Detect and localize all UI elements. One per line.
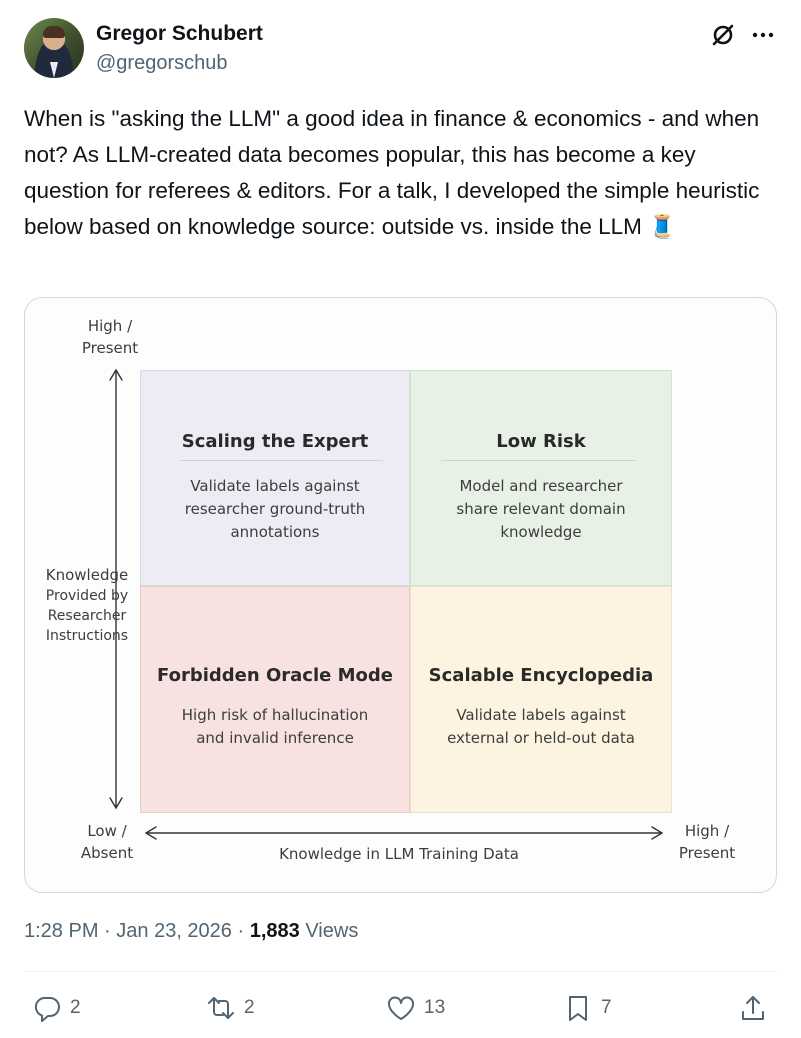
share-icon [738,993,768,1023]
quadrant-desc: external or held-out data [447,729,635,747]
author-handle[interactable]: @gregorschub [96,52,228,74]
retweet-icon [206,993,236,1023]
quadrant-desc: High risk of hallucination [181,706,369,724]
quadrant-title: Scaling the Expert [181,431,369,452]
x-axis-title: Knowledge in LLM Training Data [279,845,519,863]
reply-count: 2 [70,997,81,1018]
quadrant-diagram [25,298,777,893]
quadrant-desc: Model and researcher [459,477,623,495]
quadrant-title: Scalable Encyclopedia [428,665,654,686]
tweet-image[interactable] [24,297,777,893]
quadrant-title: Forbidden Oracle Mode [157,665,393,686]
views-count: 1,883 [249,920,300,942]
bookmark-count: 7 [601,997,612,1018]
divider [24,971,777,972]
retweet-button[interactable] [206,990,255,1026]
bookmark-button[interactable] [563,990,612,1026]
quadrant-desc: share relevant domain [456,500,626,518]
more-icon[interactable] [750,22,776,48]
avatar[interactable] [24,18,84,78]
author-name[interactable]: Gregor Schubert [96,22,263,45]
quadrant-desc: Validate labels against [456,706,626,724]
grok-icon[interactable] [710,22,736,48]
y-axis-top-label: High / Present [81,317,139,357]
like-button[interactable] [386,990,445,1026]
share-button[interactable] [738,990,768,1026]
views-label: Views [305,920,359,942]
reply-icon [32,993,62,1023]
x-axis-right-label: High / Present [678,822,736,862]
tweet-time[interactable]: 1:28 PM [24,920,99,942]
reply-button[interactable] [32,990,81,1026]
quadrant-desc: annotations [230,523,320,541]
like-count: 13 [424,997,446,1018]
retweet-count: 2 [244,997,255,1018]
bookmark-icon [563,993,593,1023]
like-icon [386,993,416,1023]
y-axis-title: Knowledge Provided by Researcher Instructions [45,566,129,644]
tweet-text: When is "asking the LLM" a good idea in finance & economics - and when not? As LLM-created data becomes popular, this has become a key question for referees & editors. For a talk, I developed the simple heuristic below based on knowledge source: outside vs. inside the LLM 🧵 [24,106,760,239]
quadrant-desc: and invalid inference [196,729,354,747]
x-axis-left-label: Low / Absent [80,822,134,862]
quadrant-title: Low Risk [496,431,586,452]
tweet-header [24,16,777,80]
quadrant-desc: Validate labels against [190,477,360,495]
quadrant-desc: researcher ground-truth [184,500,366,518]
tweet-meta: 1:28 PM · Jan 23, 2026 · 1,883 Views [24,920,359,942]
quadrant-desc: knowledge [500,523,582,541]
tweet-date[interactable]: Jan 23, 2026 [116,920,232,942]
